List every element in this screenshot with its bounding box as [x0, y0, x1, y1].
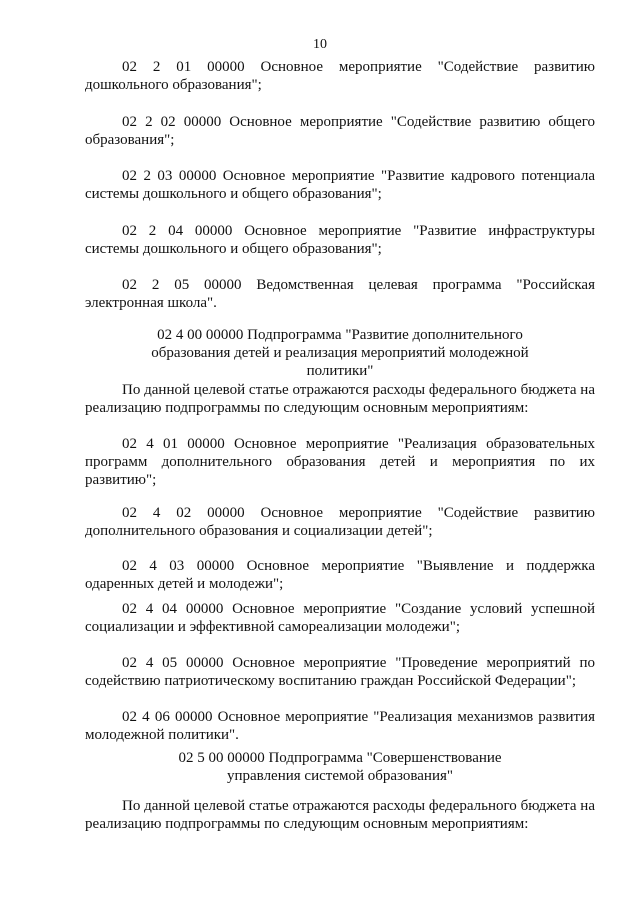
paragraph-02-4-01: 02 4 01 00000 Основное мероприятие "Реализация образовательных программ дополнительного образования детей и мероприятия по их развитию";	[85, 436, 595, 488]
paragraph-02-4-05: 02 4 05 00000 Основное мероприятие "Проведение мероприятий по содействию патриотическому воспитанию граждан Российской Федерации";	[85, 655, 595, 689]
paragraph-02-2-03: 02 2 03 00000 Основное мероприятие "Развитие кадрового потенциала системы дошкольного и общего образования";	[85, 168, 595, 202]
page-number: 10	[313, 37, 327, 52]
paragraph-02-4-03: 02 4 03 00000 Основное мероприятие "Выявление и поддержка одаренных детей и молодежи";	[85, 558, 595, 592]
subprogram-heading-02-4: 02 4 00 00000 Подпрограмма "Развитие дополнительного образования детей и реализация мероприятий молодежной политики"	[151, 327, 529, 379]
subprogram-heading-02-5: 02 5 00 00000 Подпрограмма "Совершенствование управления системой образования"	[178, 750, 502, 784]
paragraph-02-4-02: 02 4 02 00000 Основное мероприятие "Содействие развитию дополнительного образования и социализации детей";	[85, 505, 595, 539]
paragraph-02-2-04: 02 2 04 00000 Основное мероприятие "Развитие инфраструктуры системы дошкольного и общего образования";	[85, 223, 595, 257]
paragraph-02-2-01: 02 2 01 00000 Основное мероприятие "Содействие развитию дошкольного образования";	[85, 59, 595, 93]
paragraph-02-2-02: 02 2 02 00000 Основное мероприятие "Содействие развитию общего образования";	[85, 114, 595, 148]
paragraph-02-4-04: 02 4 04 00000 Основное мероприятие "Создание условий успешной социализации и эффективной самореализации молодежи";	[85, 601, 595, 635]
paragraph-02-2-05: 02 2 05 00000 Ведомственная целевая программа "Российская электронная школа".	[85, 277, 595, 311]
paragraph-intro-1: По данной целевой статье отражаются расходы федерального бюджета на реализацию подпрограммы по следующим основным мероприятиям:	[85, 382, 595, 416]
paragraph-02-4-06: 02 4 06 00000 Основное мероприятие "Реализация механизмов развития молодежной политики".	[85, 709, 595, 743]
paragraph-intro-2: По данной целевой статье отражаются расходы федерального бюджета на реализацию подпрограммы по следующим основным мероприятиям:	[85, 798, 595, 832]
